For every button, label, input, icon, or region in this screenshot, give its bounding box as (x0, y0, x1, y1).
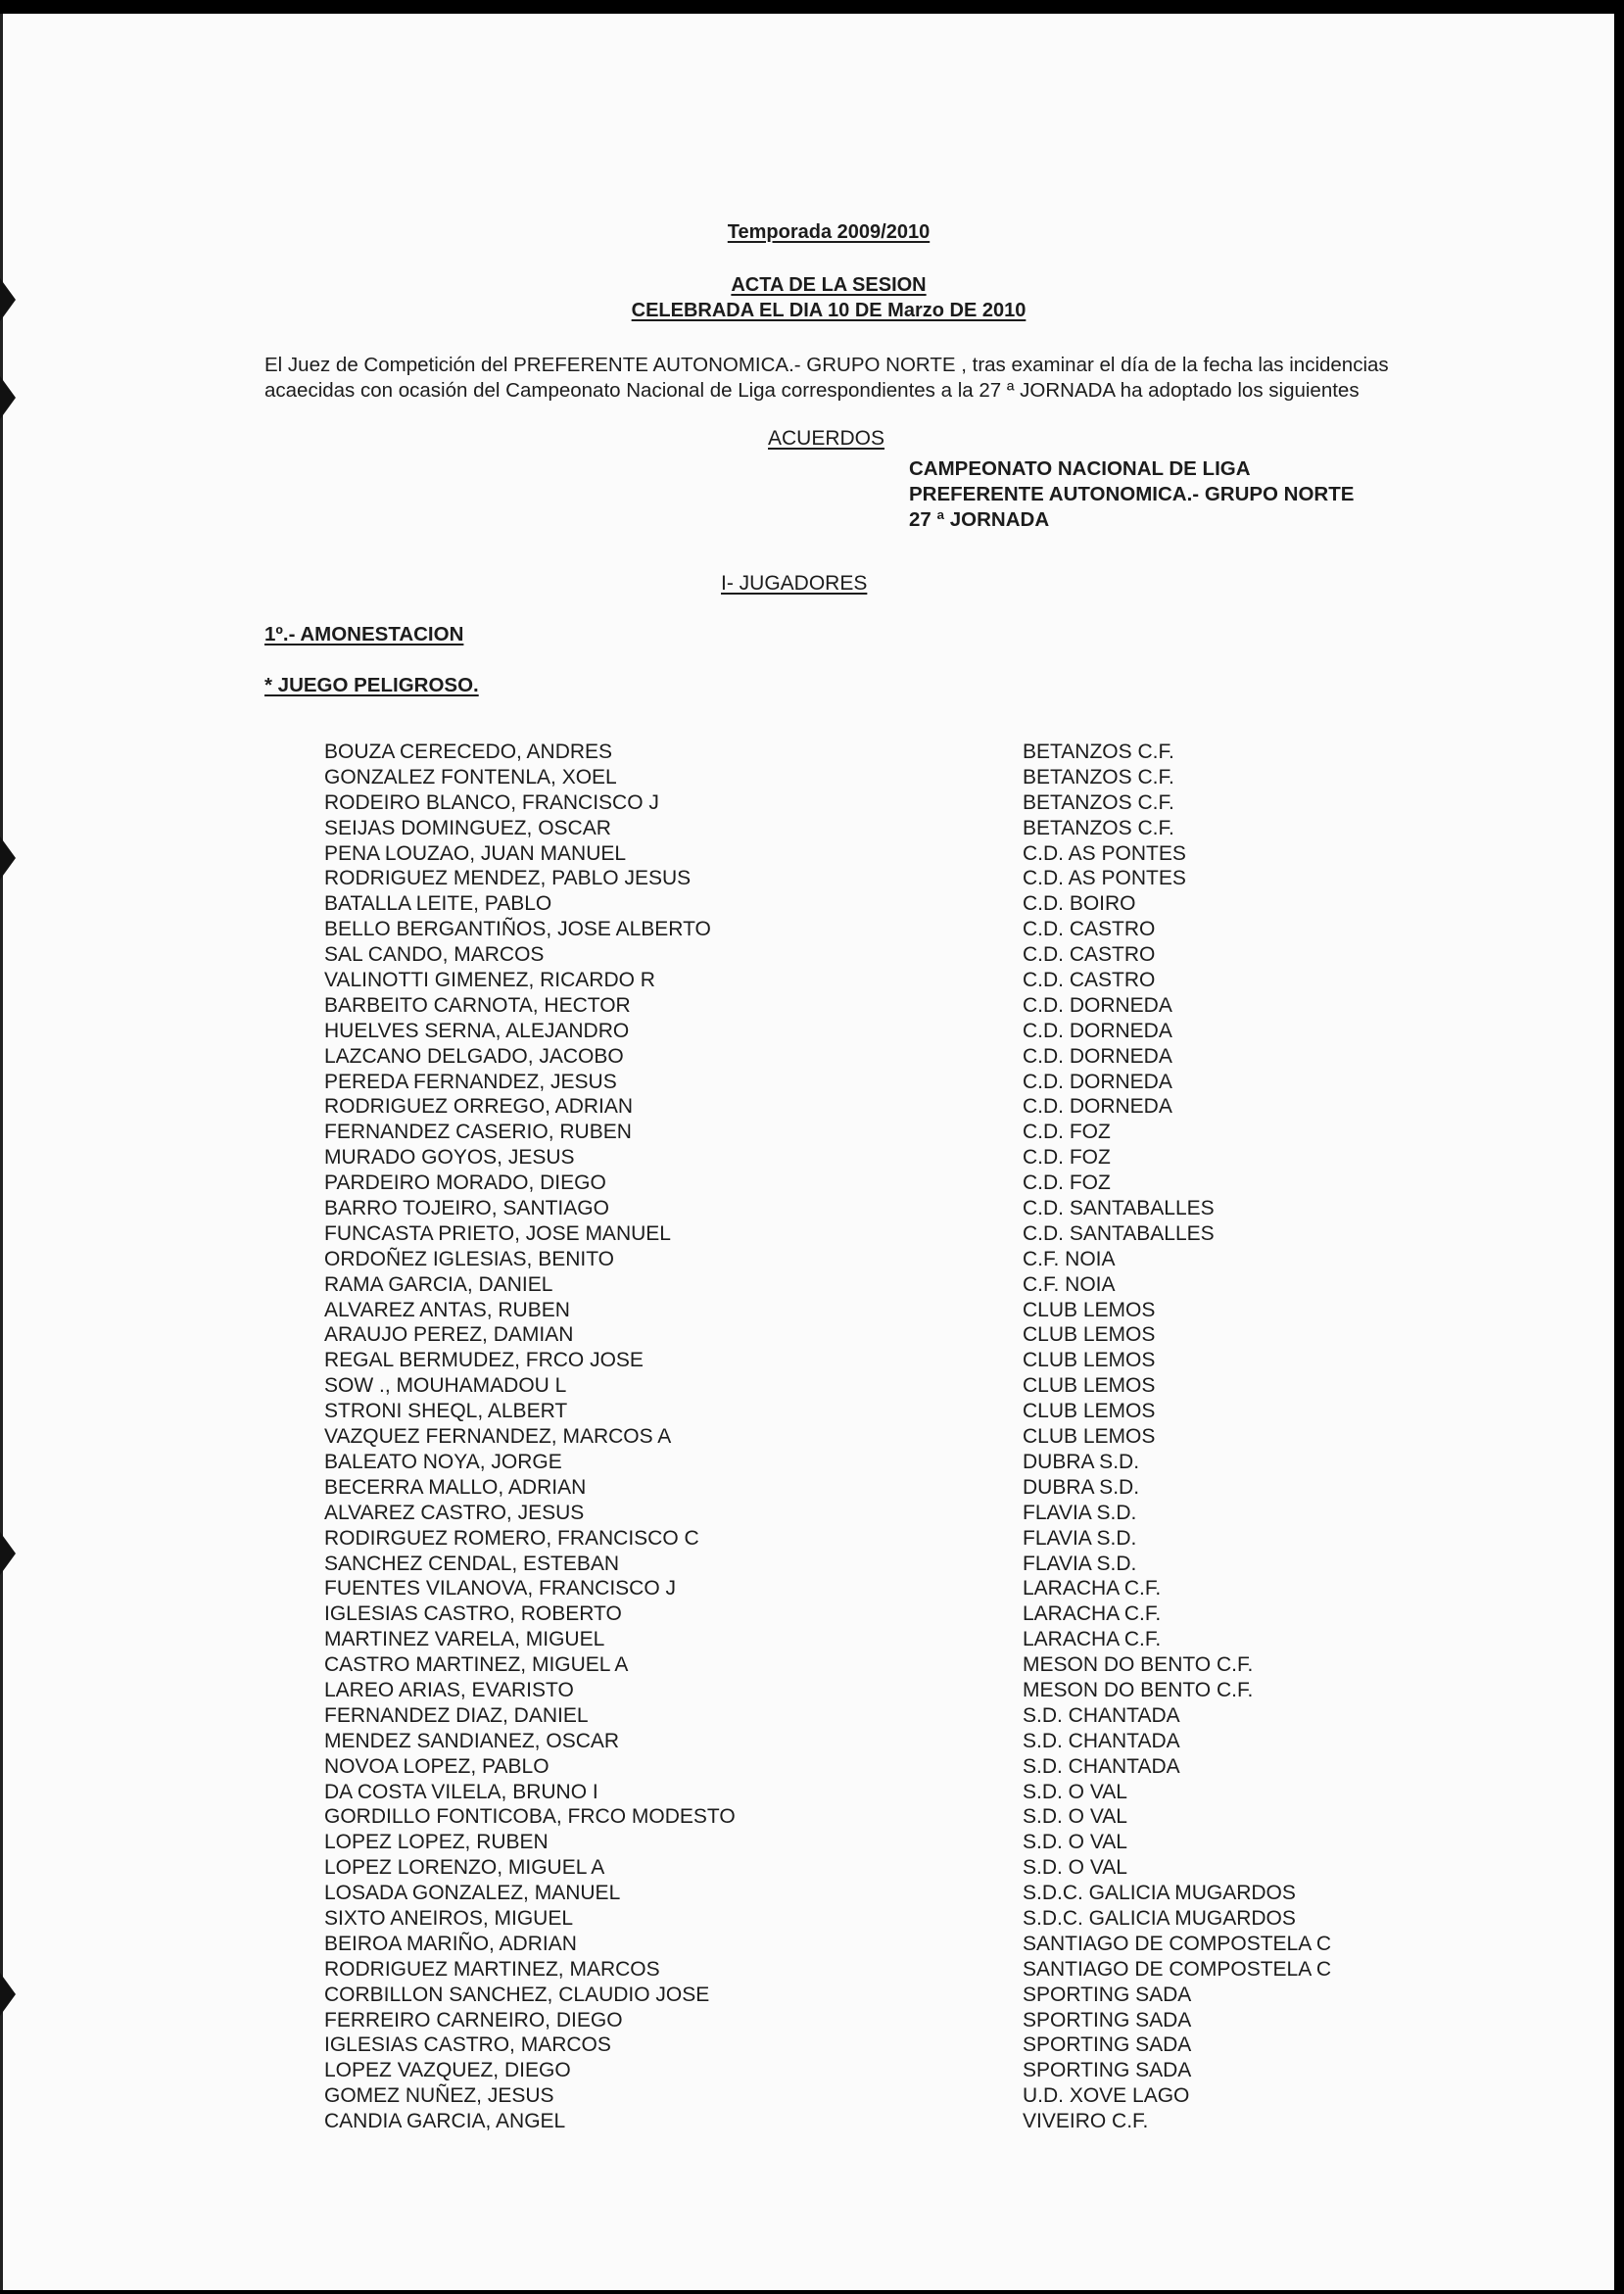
scan-notch (0, 278, 16, 321)
intro-line-2: acaecidas con ocasión del Campeonato Nacional de Liga correspondientes a la 27 ª JORNADA ha adoptado los siguientes (264, 379, 1360, 402)
club-name: FLAVIA S.D. (1023, 1526, 1137, 1550)
player-name: BEIROA MARIÑO, ADRIAN (324, 1932, 577, 1955)
player-name: BOUZA CERECEDO, ANDRES (324, 741, 613, 763)
competition-block (909, 456, 1354, 533)
players-section-heading: I- JUGADORES (721, 572, 868, 595)
player-name: DA COSTA VILELA, BRUNO I (324, 1780, 598, 1803)
act-title: ACTA DE LA SESION (731, 274, 927, 296)
club-name: BETANZOS C.F. (1023, 790, 1174, 814)
player-name: VALINOTTI GIMENEZ, RICARDO R (324, 969, 655, 992)
player-name: SEIJAS DOMINGUEZ, OSCAR (324, 816, 611, 839)
player-list (324, 740, 736, 2134)
player-name: CASTRO MARTINEZ, MIGUEL A (324, 1653, 629, 1677)
player-name: CORBILLON SANCHEZ, CLAUDIO JOSE (324, 1983, 710, 2006)
reason-heading: * JUEGO PELIGROSO. (264, 674, 479, 696)
club-name: C.D. SANTABALLES (1023, 1197, 1215, 1220)
player-name: BELLO BERGANTIÑOS, JOSE ALBERTO (324, 918, 711, 941)
player-name: PARDEIRO MORADO, DIEGO (324, 1171, 606, 1195)
club-name: C.D. CASTRO (1023, 943, 1156, 967)
club-name: S.D. CHANTADA (1023, 1703, 1180, 1727)
player-name: IGLESIAS CASTRO, ROBERTO (324, 1602, 622, 1626)
club-name: BETANZOS C.F. (1023, 741, 1174, 763)
club-name: SPORTING SADA (1023, 2059, 1192, 2082)
club-name: DUBRA S.D. (1023, 1475, 1140, 1499)
player-name: LAZCANO DELGADO, JACOBO (324, 1044, 624, 1068)
player-name: FERNANDEZ DIAZ, DANIEL (324, 1703, 589, 1727)
player-name: RODIRGUEZ ROMERO, FRANCISCO C (324, 1526, 699, 1550)
scan-notch (0, 376, 16, 419)
sanction-heading: 1º.- AMONESTACION (264, 623, 464, 645)
club-name: C.F. NOIA (1023, 1272, 1116, 1296)
player-name: LOPEZ LOPEZ, RUBEN (324, 1831, 549, 1854)
club-name: SANTIAGO DE COMPOSTELA C (1023, 1957, 1332, 1981)
club-name: C.D. DORNEDA (1023, 1070, 1172, 1093)
scan-notch (0, 836, 16, 880)
player-name: VAZQUEZ FERNANDEZ, MARCOS A (324, 1425, 672, 1449)
player-name: LOPEZ VAZQUEZ, DIEGO (324, 2059, 571, 2082)
club-name: VIVEIRO C.F. (1023, 2110, 1149, 2133)
club-name: C.F. NOIA (1023, 1247, 1116, 1270)
player-name: HUELVES SERNA, ALEJANDRO (324, 1019, 630, 1042)
player-name: RODRIGUEZ MARTINEZ, MARCOS (324, 1957, 660, 1981)
club-list (1023, 740, 1331, 2134)
player-name: ARAUJO PEREZ, DAMIAN (324, 1323, 574, 1347)
club-name: C.D. FOZ (1023, 1171, 1111, 1195)
player-name: FUNCASTA PRIETO, JOSE MANUEL (324, 1221, 671, 1245)
player-name: REGAL BERMUDEZ, FRCO JOSE (324, 1349, 644, 1372)
intro-line-1: El Juez de Competición del PREFERENTE AUTONOMICA.- GRUPO NORTE , tras examinar el día de la fecha las incidencias (264, 354, 1389, 376)
player-name: SOW ., MOUHAMADOU L (324, 1374, 567, 1398)
scan-notch (0, 1532, 16, 1575)
club-name: FLAVIA S.D. (1023, 1552, 1137, 1575)
club-name: CLUB LEMOS (1023, 1425, 1156, 1449)
player-name: BECERRA MALLO, ADRIAN (324, 1475, 587, 1499)
club-name: CLUB LEMOS (1023, 1349, 1156, 1372)
scan-edge (0, 14, 3, 2290)
club-name: S.D. O VAL (1023, 1831, 1127, 1854)
club-name: C.D. DORNEDA (1023, 993, 1172, 1017)
player-name: FERREIRO CARNEIRO, DIEGO (324, 2008, 623, 2031)
player-name: PENA LOUZAO, JUAN MANUEL (324, 841, 627, 865)
club-name: S.D. CHANTADA (1023, 1729, 1180, 1752)
club-name: SPORTING SADA (1023, 1983, 1192, 2006)
player-name: RODEIRO BLANCO, FRANCISCO J (324, 790, 659, 814)
club-name: LARACHA C.F. (1023, 1602, 1162, 1626)
player-name: ALVAREZ CASTRO, JESUS (324, 1501, 585, 1524)
club-name: C.D. SANTABALLES (1023, 1221, 1215, 1245)
club-name: CLUB LEMOS (1023, 1400, 1156, 1423)
competition-group: PREFERENTE AUTONOMICA.- GRUPO NORTE (909, 483, 1355, 505)
player-name: BALEATO NOYA, JORGE (324, 1450, 562, 1473)
club-name: LARACHA C.F. (1023, 1577, 1162, 1601)
player-name: RAMA GARCIA, DANIEL (324, 1272, 553, 1296)
club-name: C.D. FOZ (1023, 1121, 1111, 1144)
player-name: GONZALEZ FONTENLA, XOEL (324, 765, 617, 789)
act-date: CELEBRADA EL DIA 10 DE Marzo DE 2010 (631, 300, 1027, 321)
player-name: RODRIGUEZ ORREGO, ADRIAN (324, 1095, 634, 1119)
player-name: PEREDA FERNANDEZ, JESUS (324, 1070, 617, 1093)
club-name: SPORTING SADA (1023, 2033, 1192, 2057)
club-name: C.D. CASTRO (1023, 918, 1156, 941)
club-name: C.D. AS PONTES (1023, 841, 1186, 865)
player-name: SANCHEZ CENDAL, ESTEBAN (324, 1552, 620, 1575)
player-name: SIXTO ANEIROS, MIGUEL (324, 1906, 574, 1930)
club-name: BETANZOS C.F. (1023, 765, 1174, 789)
club-name: LARACHA C.F. (1023, 1628, 1162, 1651)
club-name: DUBRA S.D. (1023, 1450, 1140, 1473)
club-name: C.D. CASTRO (1023, 969, 1156, 992)
club-name: S.D. O VAL (1023, 1780, 1127, 1803)
club-name: S.D.C. GALICIA MUGARDOS (1023, 1906, 1296, 1930)
player-name: ORDOÑEZ IGLESIAS, BENITO (324, 1247, 615, 1270)
player-name: SAL CANDO, MARCOS (324, 943, 545, 967)
player-name: FERNANDEZ CASERIO, RUBEN (324, 1121, 632, 1144)
club-name: CLUB LEMOS (1023, 1298, 1156, 1321)
club-name: U.D. XOVE LAGO (1023, 2084, 1190, 2108)
club-name: C.D. DORNEDA (1023, 1019, 1172, 1042)
club-name: MESON DO BENTO C.F. (1023, 1653, 1254, 1677)
player-name: BARBEITO CARNOTA, HECTOR (324, 993, 631, 1017)
player-name: IGLESIAS CASTRO, MARCOS (324, 2033, 611, 2057)
club-name: CLUB LEMOS (1023, 1374, 1156, 1398)
player-name: RODRIGUEZ MENDEZ, PABLO JESUS (324, 867, 692, 890)
intro-paragraph (264, 353, 1518, 404)
club-name: MESON DO BENTO C.F. (1023, 1678, 1254, 1701)
player-name: MENDEZ SANDIANEZ, OSCAR (324, 1729, 620, 1752)
club-name: S.D. O VAL (1023, 1856, 1127, 1880)
club-name: S.D.C. GALICIA MUGARDOS (1023, 1882, 1296, 1905)
player-name: MARTINEZ VARELA, MIGUEL (324, 1628, 605, 1651)
scan-notch (0, 1973, 16, 2016)
club-name: CLUB LEMOS (1023, 1323, 1156, 1347)
player-name: ALVAREZ ANTAS, RUBEN (324, 1298, 570, 1321)
club-name: S.D. CHANTADA (1023, 1754, 1180, 1778)
player-name: STRONI SHEQL, ALBERT (324, 1400, 568, 1423)
club-name: C.D. DORNEDA (1023, 1044, 1172, 1068)
club-name: BETANZOS C.F. (1023, 816, 1174, 839)
player-name: LOSADA GONZALEZ, MANUEL (324, 1882, 621, 1905)
player-name: NOVOA LOPEZ, PABLO (324, 1754, 549, 1778)
player-name: LAREO ARIAS, EVARISTO (324, 1678, 574, 1701)
competition-name: CAMPEONATO NACIONAL DE LIGA (909, 457, 1251, 480)
club-name: C.D. FOZ (1023, 1146, 1111, 1170)
club-name: C.D. BOIRO (1023, 892, 1136, 916)
competition-round: 27 ª JORNADA (909, 508, 1050, 531)
club-name: S.D. O VAL (1023, 1805, 1127, 1829)
club-name: SANTIAGO DE COMPOSTELA C (1023, 1932, 1332, 1955)
club-name: C.D. DORNEDA (1023, 1095, 1172, 1119)
player-name: FUENTES VILANOVA, FRANCISCO J (324, 1577, 676, 1601)
season-title: Temporada 2009/2010 (727, 221, 931, 243)
player-name: BATALLA LEITE, PABLO (324, 892, 552, 916)
player-name: LOPEZ LORENZO, MIGUEL A (324, 1856, 605, 1880)
club-name: FLAVIA S.D. (1023, 1501, 1137, 1524)
document-page (0, 14, 1614, 2290)
player-name: BARRO TOJEIRO, SANTIAGO (324, 1197, 609, 1220)
agreements-heading: ACUERDOS (768, 427, 885, 450)
player-name: CANDIA GARCIA, ANGEL (324, 2110, 566, 2133)
club-name: C.D. AS PONTES (1023, 867, 1186, 890)
player-name: GOMEZ NUÑEZ, JESUS (324, 2084, 554, 2108)
player-name: GORDILLO FONTICOBA, FRCO MODESTO (324, 1805, 736, 1829)
club-name: SPORTING SADA (1023, 2008, 1192, 2031)
player-name: MURADO GOYOS, JESUS (324, 1146, 575, 1170)
